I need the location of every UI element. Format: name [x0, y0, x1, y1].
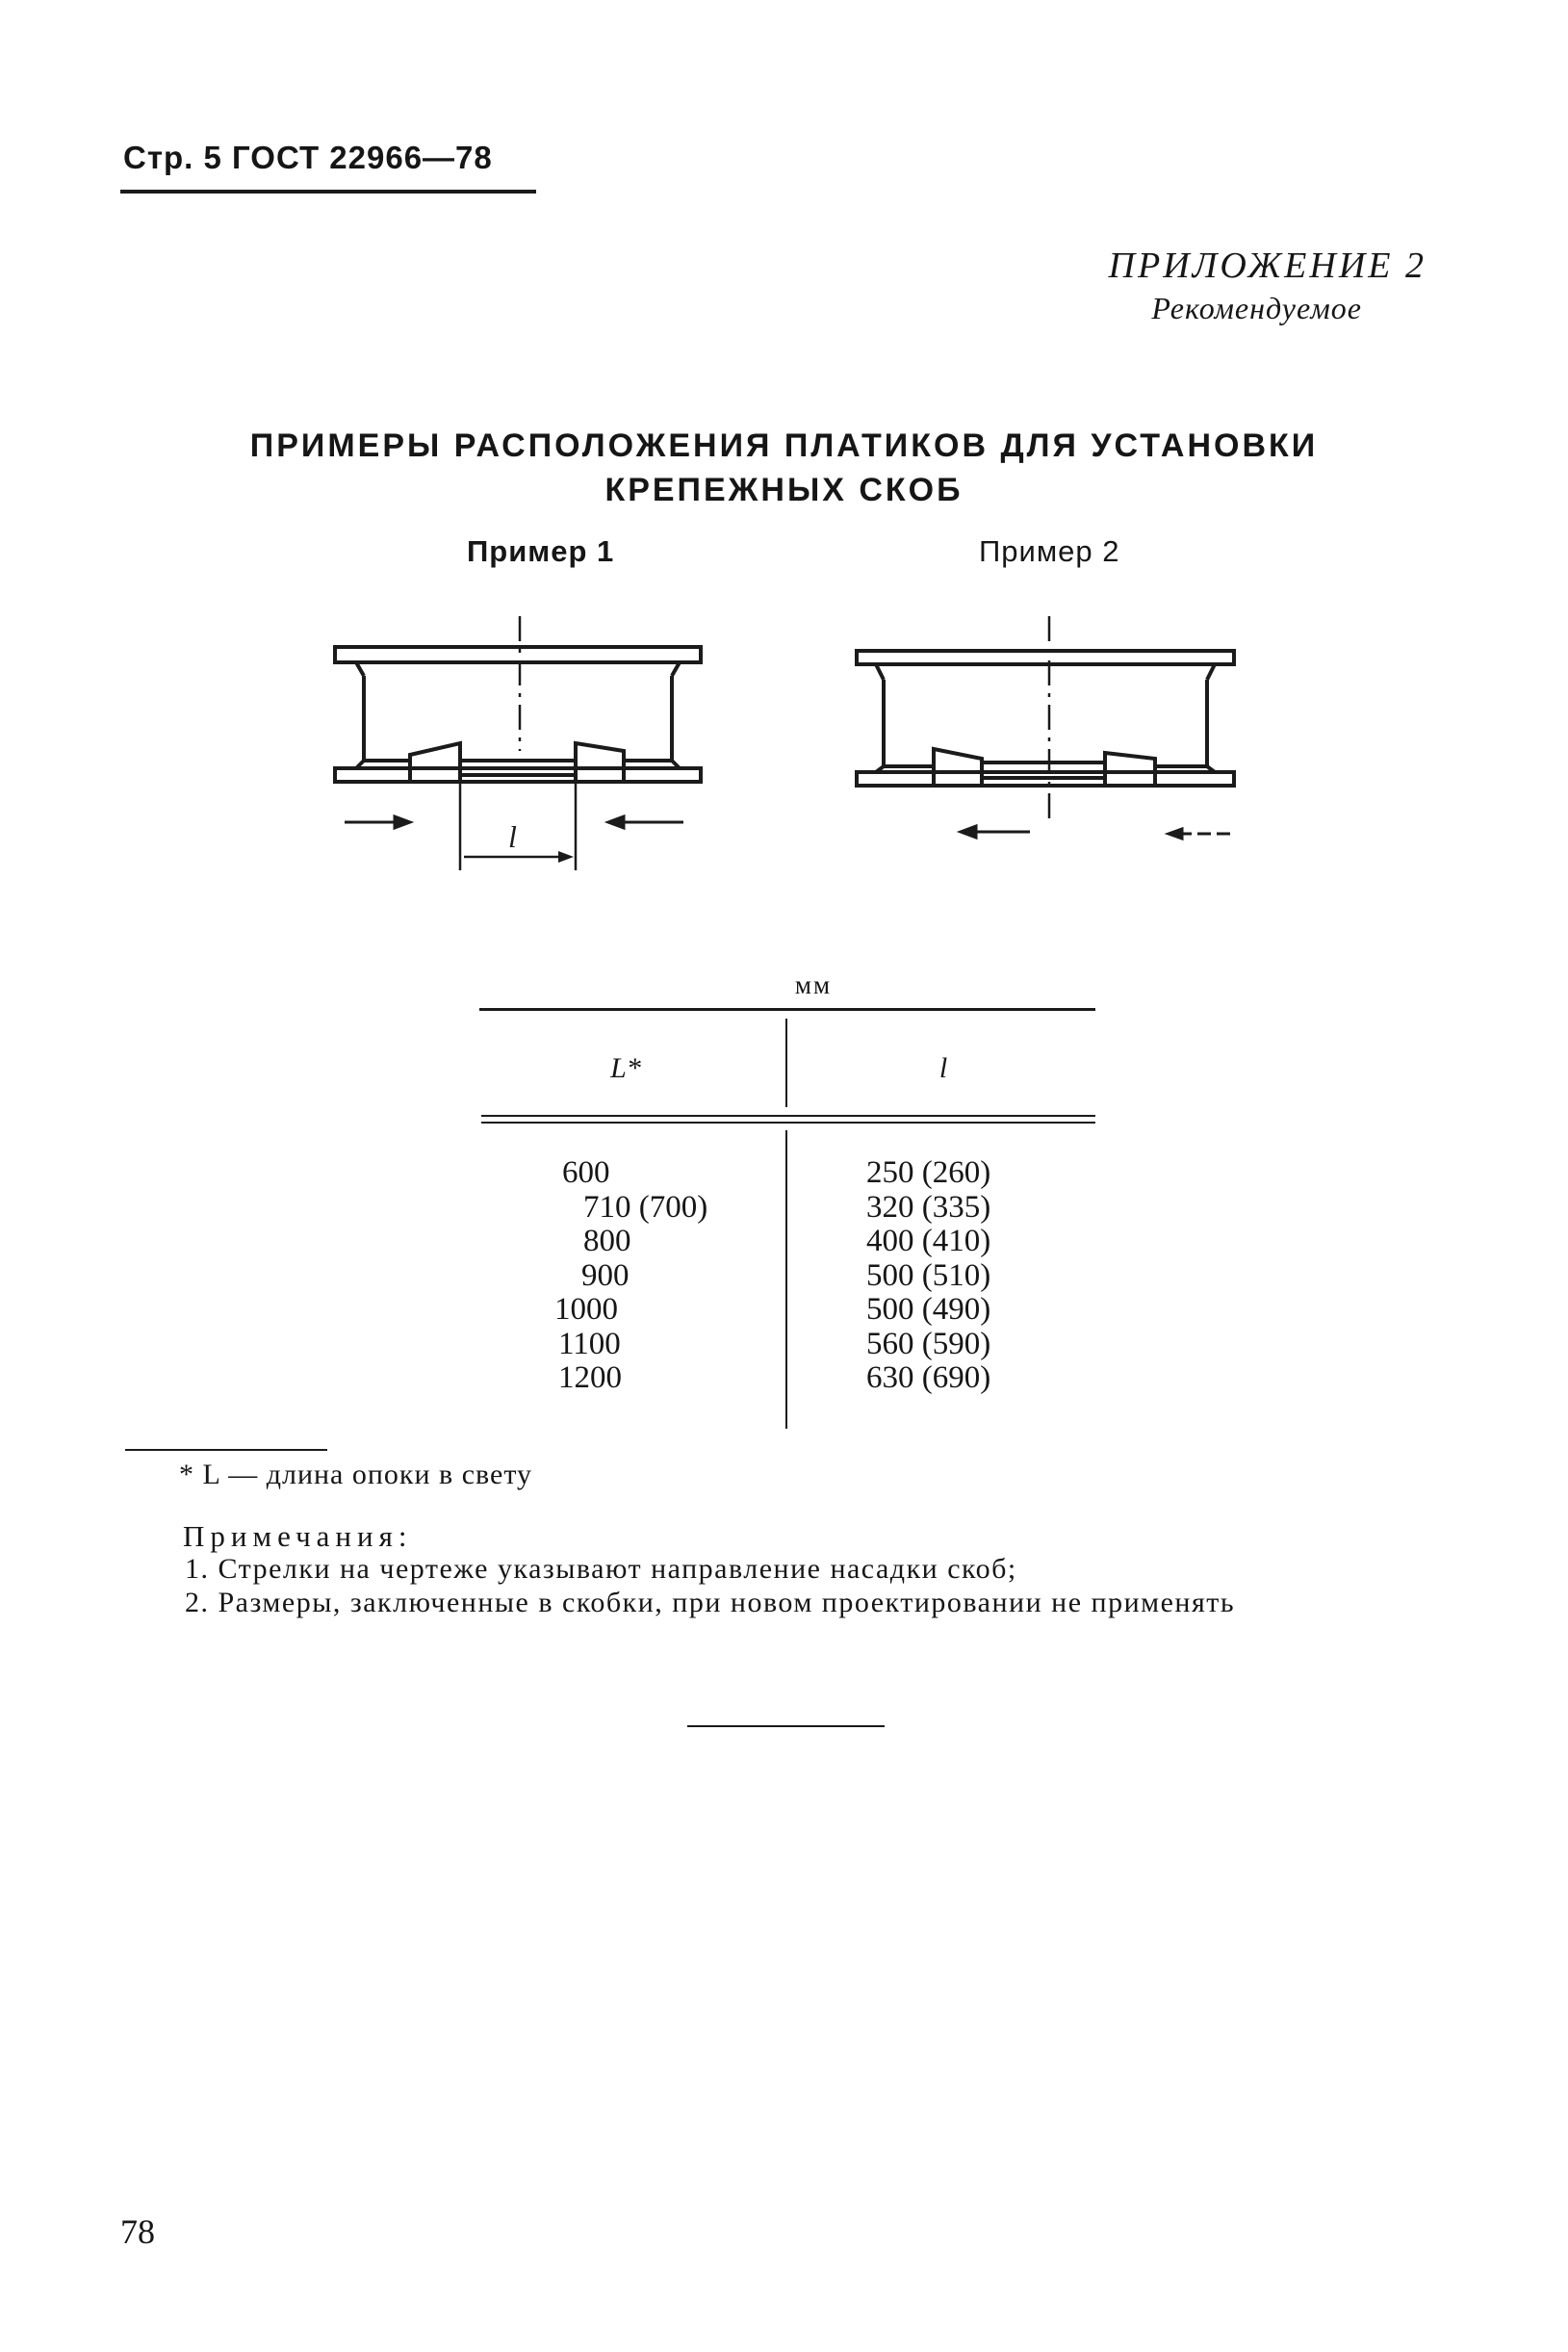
top-fillets	[356, 662, 680, 676]
top-fillets-2	[876, 664, 1215, 680]
table-cell: 630 (690)	[866, 1360, 991, 1395]
table-cell: 1000	[554, 1292, 618, 1327]
table-header-rule-1	[481, 1115, 1095, 1117]
table-cell: 400 (410)	[866, 1224, 991, 1258]
table-cell: 500 (510)	[866, 1257, 991, 1293]
table-cell: 1100	[558, 1326, 621, 1361]
page-header: Стр. 5 ГОСТ 22966—78	[123, 140, 493, 175]
pad-left	[410, 743, 460, 782]
appendix-status: Рекомендуемое	[1151, 291, 1362, 325]
table-header-l: l	[938, 1052, 948, 1084]
table-header-L: L*	[610, 1052, 641, 1084]
arrow-2-right-head	[1169, 829, 1182, 839]
table-cell: 1200	[558, 1360, 622, 1395]
example-2-label: Пример 2	[979, 534, 1120, 568]
table-cell: 710 (700)	[583, 1189, 708, 1225]
top-flange-2	[857, 651, 1234, 664]
main-title	[0, 424, 1568, 512]
footnote-rule	[125, 1449, 327, 1451]
page-number: 78	[120, 2212, 155, 2251]
notes-heading: Примечания:	[183, 1519, 413, 1553]
table-cell: 600	[562, 1155, 610, 1190]
table-column-L	[554, 1155, 745, 1396]
header-rule	[120, 190, 536, 194]
main-title-line-1: ПРИМЕРЫ РАСПОЛОЖЕНИЯ ПЛАТИКОВ ДЛЯ УСТАНОВКИ	[249, 427, 1319, 464]
table-cell: 320 (335)	[866, 1189, 991, 1225]
note-item: 2. Размеры, заключенные в скобки, при новом проектировании не применять	[185, 1587, 1236, 1618]
dimension-label: l	[508, 819, 517, 854]
pad-right-2	[1105, 753, 1155, 786]
arrow-2-left-head	[961, 826, 976, 838]
table-cell: 900	[581, 1257, 630, 1293]
table-cell: 560 (590)	[866, 1326, 991, 1361]
table-cell: 500 (490)	[866, 1292, 991, 1327]
example-2-drawing	[837, 616, 1261, 866]
table-header-rule-2	[481, 1122, 1095, 1124]
pad-right	[576, 743, 624, 782]
pad-left-2	[934, 749, 982, 786]
example-1-drawing	[318, 616, 722, 895]
arrow-1-right-head	[608, 816, 624, 828]
table-unit-label: мм	[794, 970, 833, 999]
appendix-title: ПРИЛОЖЕНИЕ 2	[1108, 246, 1427, 286]
arrow-1-left-head	[395, 816, 410, 828]
note-item: 1. Стрелки на чертеже указывают направление насадки скоб;	[185, 1553, 1017, 1585]
table-column-divider-body	[785, 1130, 787, 1429]
table-top-rule	[479, 1008, 1095, 1011]
example-1-label: Пример 1	[467, 534, 615, 568]
table-cell: 250 (260)	[866, 1155, 991, 1190]
table-column-l	[866, 1156, 1097, 1396]
top-flange	[335, 647, 701, 662]
footnote: * L — длина опоки в свету	[179, 1459, 533, 1490]
end-rule	[687, 1725, 885, 1727]
main-title-line-2: КРЕПЕЖНЫХ СКОБ	[604, 472, 964, 508]
table-cell: 800	[583, 1224, 631, 1258]
dimension-arrowhead	[558, 851, 574, 863]
table-column-divider-head	[785, 1019, 787, 1107]
